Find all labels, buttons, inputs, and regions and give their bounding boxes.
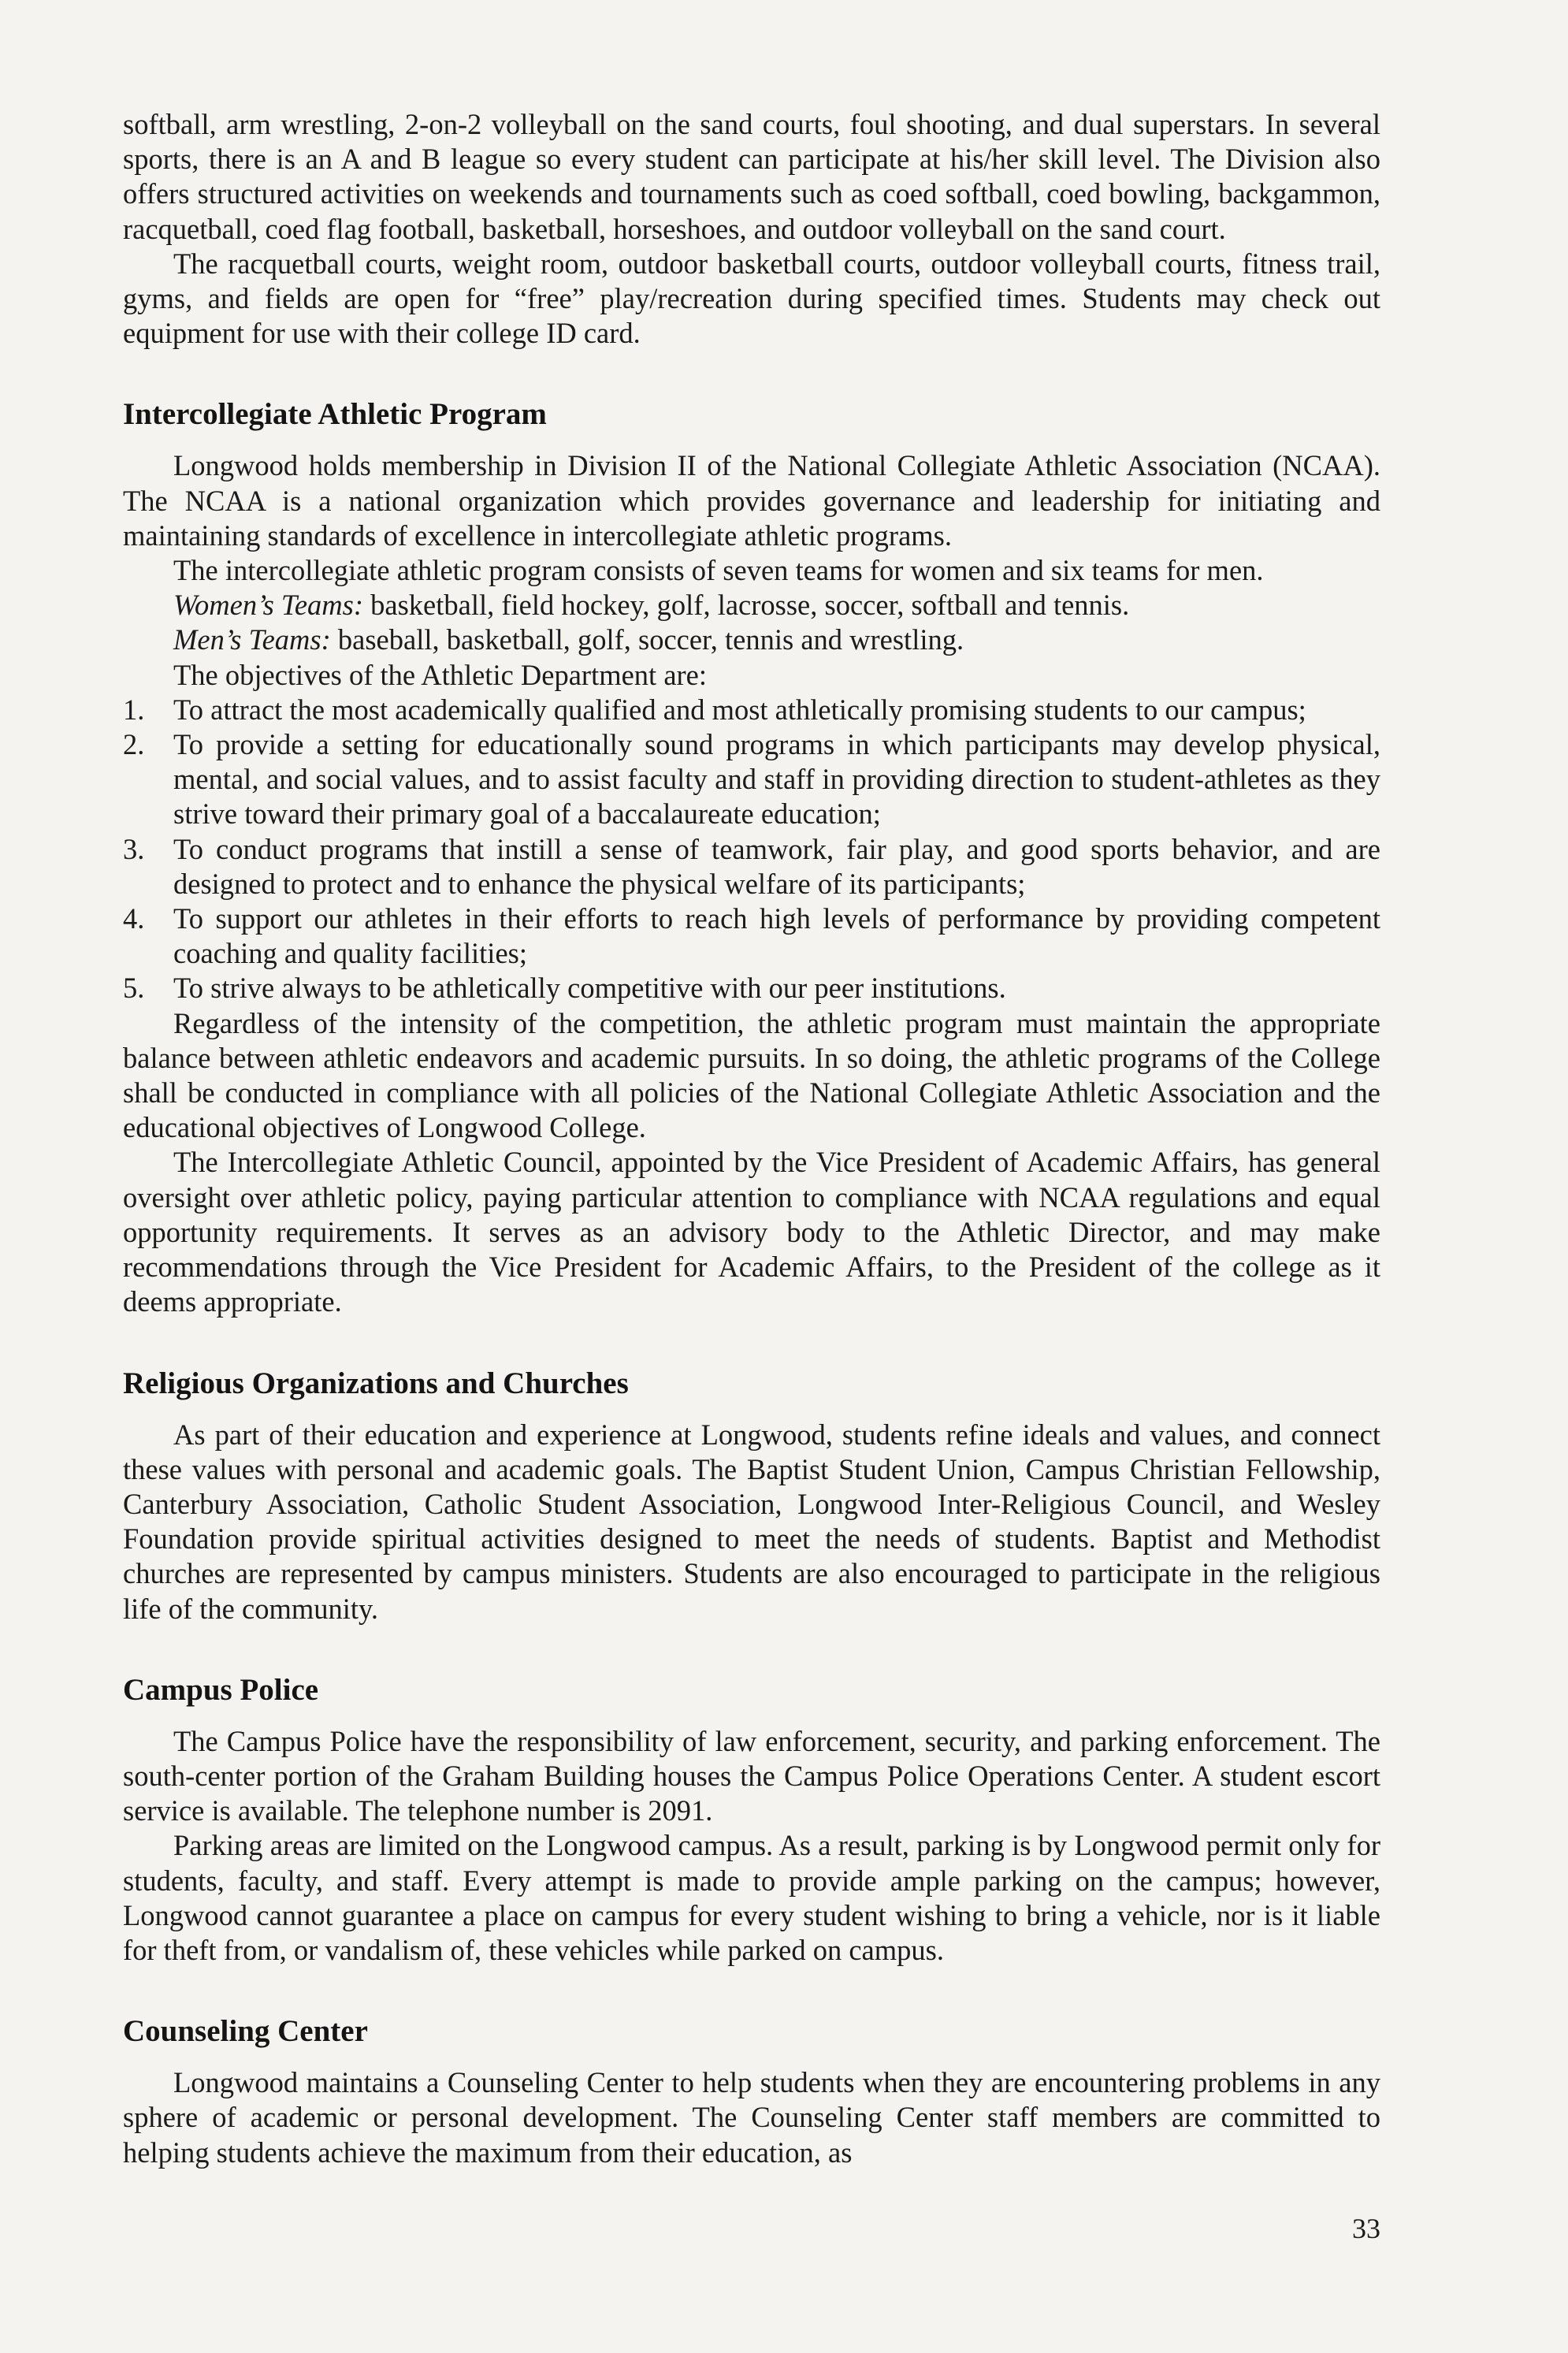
objective-text: To support our athletes in their efforts to reach high levels of performance by providing competent coaching and quality facilities;: [173, 902, 1380, 970]
objective-text: To conduct programs that instill a sense of teamwork, fair play, and good sports behavior, and are designed to protect and to enhance the physical welfare of its participants;: [173, 832, 1380, 900]
objective-text: To strive always to be athletically competitive with our peer institutions.: [173, 972, 1006, 1005]
police-paragraph: The Campus Police have the responsibility of law enforcement, security, and parking enforcement. The south-center portion of the Graham Building houses the Campus Police Operations Center. A student escort service is available. The telephone number is 2091.: [123, 1724, 1380, 1827]
religious-paragraph: As part of their education and experience at Longwood, students refine ideals and values, and connect these values with personal and academic goals. The Baptist Student Union, Campus Christian Fellowship, Canterbury Association, Catholic Student Association, Longwood Inter-Religious Council, and Wesley Foundation provide spiritual activities designed to meet the needs of students. Baptist and Methodist churches are represented by campus ministers. Students are also encouraged to participate in the religious life of the community.: [123, 1418, 1380, 1625]
objective-number: 4.: [123, 902, 145, 935]
religious-heading: Religious Organizations and Churches: [123, 1366, 629, 1400]
objectives-list: [123, 693, 1380, 1006]
athletics-intro-paragraph: Longwood holds membership in Division II of the National Collegiate Athletic Association (NCAA). The NCAA is a national organization which provides governance and leadership for initiating and maintaining standards of excellence in intercollegiate athletic programs.: [123, 449, 1380, 552]
objectives-intro: The objectives of the Athletic Department are:: [173, 658, 708, 691]
womens-teams-list: basketball, field hockey, golf, lacrosse, soccer, softball and tennis.: [370, 589, 1130, 622]
police-heading: Campus Police: [123, 1672, 319, 1707]
page-content: [123, 107, 1380, 2170]
objective-number: 2.: [123, 728, 145, 761]
objective-item: [123, 832, 1380, 901]
objective-number: 1.: [123, 693, 145, 726]
womens-teams-line: [123, 588, 1380, 623]
objective-item: [123, 901, 1380, 971]
objective-number: 5.: [123, 972, 145, 1005]
balance-paragraph: Regardless of the intensity of the competition, the athletic program must maintain the appropriate balance between athletic endeavors and academic pursuits. In so doing, the athletic programs of the College shall be conducted in compliance with all policies of the National Collegiate Athletic Association and the educational objectives of Longwood College.: [123, 1006, 1380, 1144]
objective-item: [123, 727, 1380, 832]
council-paragraph: The Intercollegiate Athletic Council, appointed by the Vice President of Academic Affairs, has general oversight over athletic policy, paying particular attention to compliance with NCAA regulations and equal opportunity requirements. It serves as an advisory body to the Athletic Director, and may make recommendations through the Vice President for Academic Affairs, to the President of the college as it deems appropriate.: [123, 1146, 1380, 1318]
objective-item: [123, 693, 1380, 727]
womens-teams-label: Women’s Teams:: [173, 589, 364, 622]
mens-teams-label: Men’s Teams:: [173, 623, 331, 656]
recreation-paragraph: softball, arm wrestling, 2-on-2 volleyball on the sand courts, foul shooting, and dual superstars. In several sports, there is an A and B league so every student can participate at his/her skill level. The Division also offers structured activities on weekends and tournaments such as coed softball, coed bowling, backgammon, racquetball, coed flag football, basketball, horseshoes, and outdoor volleyball on the sand court.: [123, 108, 1380, 245]
objective-number: 3.: [123, 832, 145, 865]
mens-teams-list: baseball, basketball, golf, soccer, tennis and wrestling.: [337, 623, 964, 656]
objective-text: To provide a setting for educationally sound programs in which participants may develop physical, mental, and social values, and to assist faculty and staff in providing direction to student-athletes as they strive toward their primary goal of a baccalaureate education;: [173, 728, 1380, 831]
page-number: 33: [1352, 2213, 1380, 2244]
athletics-heading: Intercollegiate Athletic Program: [123, 397, 547, 432]
objective-item: [123, 971, 1380, 1006]
mens-teams-line: [123, 623, 1380, 657]
counseling-paragraph: Longwood maintains a Counseling Center to help students when they are encountering problems in any sphere of academic or personal development. The Counseling Center staff members are committed to helping students achieve the maximum from their education, as: [123, 2066, 1380, 2169]
objective-text: To attract the most academically qualified and most athletically promising students to our campus;: [173, 693, 1306, 726]
counseling-heading: Counseling Center: [123, 2014, 368, 2049]
parking-paragraph: Parking areas are limited on the Longwood campus. As a result, parking is by Longwood permit only for students, faculty, and staff. Every attempt is made to provide ample parking on the campus; however, Longwood cannot guarantee a place on campus for every student wishing to bring a vehicle, nor is it liable for theft from, or vandalism of, these vehicles while parked on campus.: [123, 1829, 1380, 1966]
teams-summary: The intercollegiate athletic program consists of seven teams for women and six teams for men.: [173, 554, 1264, 587]
facilities-paragraph: The racquetball courts, weight room, outdoor basketball courts, outdoor volleyball courts, fitness trail, gyms, and fields are open for “free” play/recreation during specified times. Students may check out equipment for use with their college ID card.: [123, 247, 1380, 350]
